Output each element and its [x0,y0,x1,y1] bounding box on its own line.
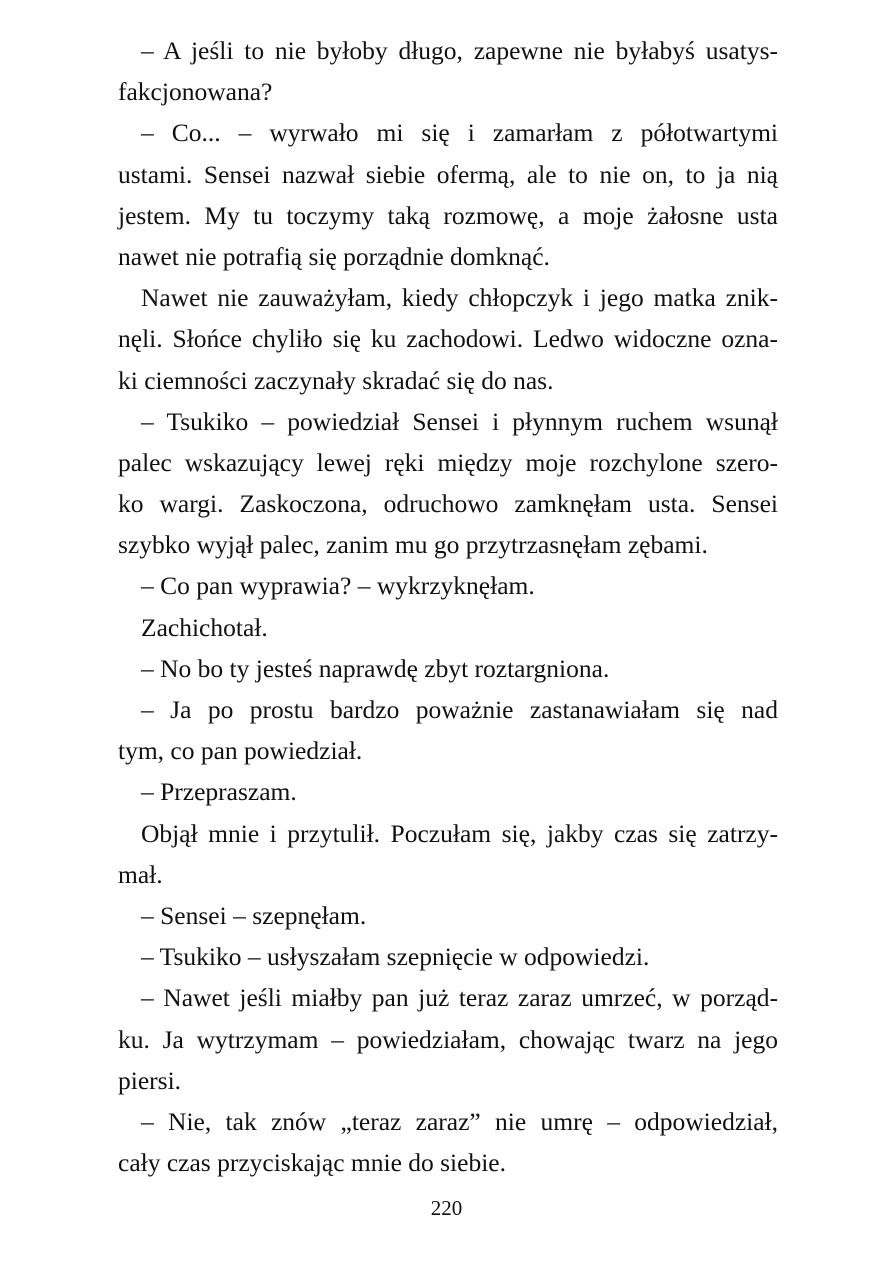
text-line: – Przepraszam. [141,777,297,807]
text-line: ustami. Sensei nazwał siebie ofermą, ale to nie on, to ja nią [118,159,778,189]
text-line: Objął mnie i przytulił. Poczułam się, jakby czas się zatrzy- [141,818,778,848]
text-line: mał. [118,859,163,889]
text-line: szybko wyjął palec, zanim mu go przytrzasnęłam zębami. [118,530,708,560]
text-line: – Nie, tak znów „teraz zaraz” nie umrę – odpowiedział, [141,1106,778,1136]
text-line: jestem. My tu toczymy taką rozmowę, a moje żałosne usta [118,200,778,230]
text-line: – Tsukiko – powiedział Sensei i płynnym ruchem wsunął [141,406,778,436]
text-line: ku. Ja wytrzymam – powiedziałam, chowając twarz na jego [118,1024,778,1054]
text-line: cały czas przyciskając mnie do siebie. [118,1148,506,1178]
text-line: Zachichotał. [141,612,268,642]
text-line: tym, co pan powiedział. [118,736,363,766]
page-number: 220 [430,1196,463,1220]
text-line: ki ciemności zaczynały skradać się do nas. [118,365,554,395]
text-line: nęli. Słońce chyliło się ku zachodowi. Ledwo widoczne ozna- [118,324,778,354]
text-line: – Co pan wyprawia? – wykrzyknęłam. [141,571,535,601]
text-line: – A jeśli to nie byłoby długo, zapewne nie byłabyś usatys- [141,36,778,65]
text-line: – Tsukiko – usłyszałam szepnięcie w odpowiedzi. [141,942,650,972]
text-line: ko wargi. Zaskoczona, odruchowo zamknęłam usta. Sensei [118,489,778,519]
text-line: Nawet nie zauważyłam, kiedy chłopczyk i jego matka znik- [141,283,778,313]
text-line: – No bo ty jesteś naprawdę zbyt roztargniona. [141,653,610,683]
text-line: – Ja po prostu bardzo poważnie zastanawiałam się nad [141,695,778,724]
book-page-text [118,30,778,1183]
text-line: fakcjonowana? [118,77,273,107]
text-line: palec wskazujący lewej ręki między moje rozchylone szero- [118,447,778,477]
text-line: – Sensei – szepnęłam. [141,900,367,930]
text-line: piersi. [118,1065,182,1095]
text-line: – Nawet jeśli miałby pan już teraz zaraz umrzeć, w porząd- [141,983,778,1013]
text-line: – Co... – wyrwało mi się i zamarłam z półotwartymi [141,118,778,148]
text-line: nawet nie potrafią się porządnie domknąć. [118,241,550,271]
